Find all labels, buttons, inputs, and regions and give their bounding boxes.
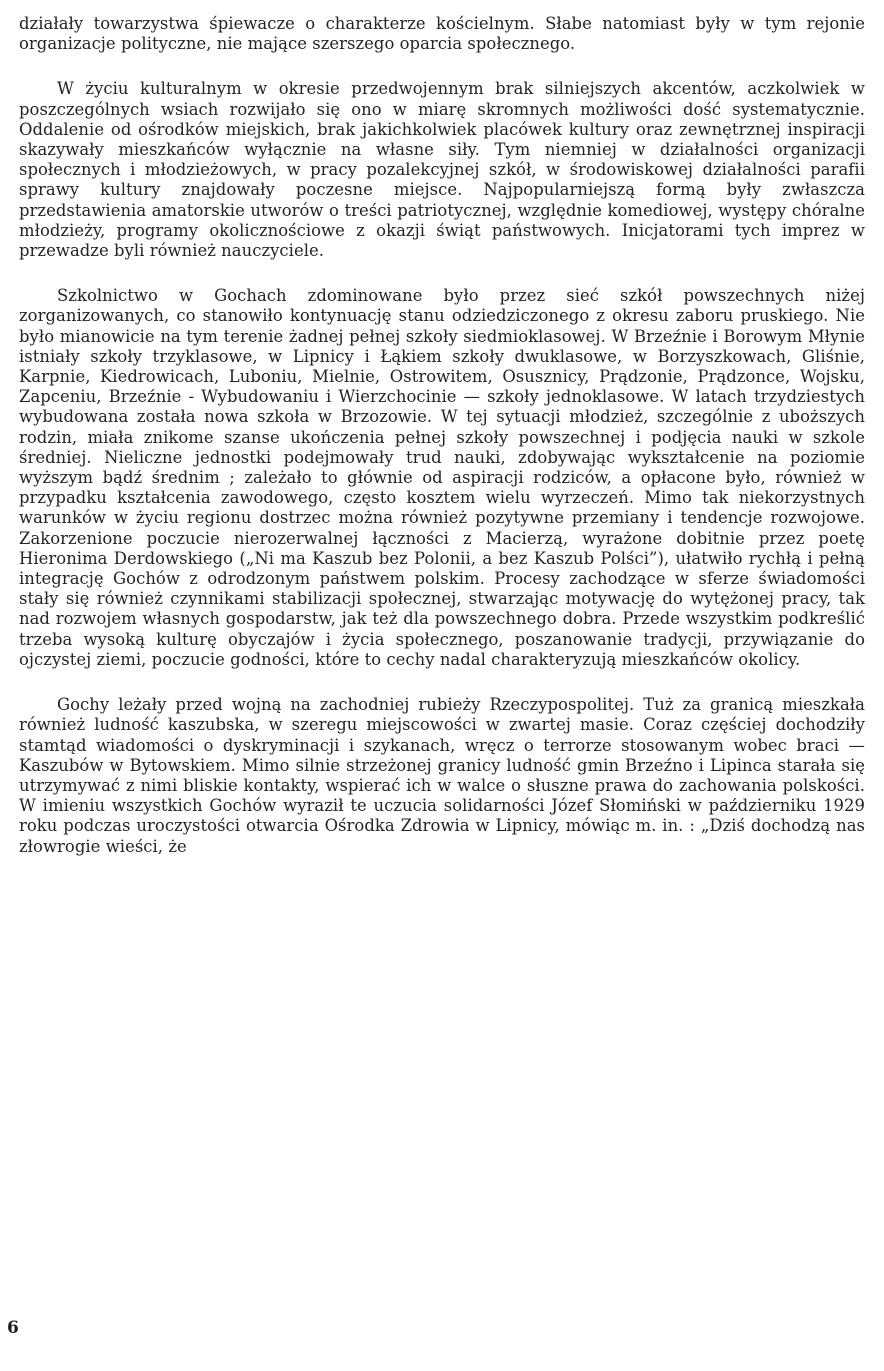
paragraph-education: Szkolnictwo w Gochach zdominowane było przez sieć szkół powszechnych niżej zorganizowanych, co stanowiło kontynuację stanu odziedziczonego z okresu zaboru pruskiego. Nie było mianowicie na tym terenie żadnej pełnej szkoły siedmioklasowej. W Brzeźnie i Borowym Młynie istniały szkoły trzyklasowe, w Lipnicy i Łąkiem szkoły dwuklasowe, w Borzyszkowach, Gliśnie, Karpnie, Kiedrowicach, Luboniu, Mielnie, Ostrowitem, Osusznicy, Prądzonie, Prądzonce, Wojsku, Zapceniu, Brzeźnie - Wybudowaniu i Wierzchocinie — szkoły jednoklasowe. W latach trzydziestych wybudowana została nowa szkoła w Brzozowie. W tej sytuacji młodzież, szczególnie z uboższych rodzin, miała znikome szanse ukończenia pełnej szkoły powszechnej i podjęcia nauki w szkole średniej. Nieliczne jednostki podejmowały trud nauki, zdobywając wykształcenie na poziomie wyższym bądź średnim ; zależało to głównie od aspiracji rodziców, a opłacone było, również w przypadku kształcenia zawodowego, często kosztem wielu wyrzeczeń. Mimo tak niekorzystnych warunków w życiu regionu dostrzec można również pozytywne przemiany i tendencje rozwojowe. Zakorzenione poczucie nierozerwalnej łączności z Macierzą, wyrażone dobitnie przez poetę Hieronima Derdowskiego („Ni ma Kaszub bez Polonii, a bez Kaszub Polści”), ułatwiło rychłą i pełną integrację Gochów z odrodzonym państwem polskim. Procesy zachodzące w sferze świadomości stały się również czynnikami stabilizacji społecznej, stwarzając motywację do wytężonej pracy, tak nad rozwojem własnych gospodarstw, jak też dla powszechnego dobra. Przede wszystkim podkreślić trzeba wysoką kulturę obyczajów i życia społecznego, poszanowanie tradycji, przywiązanie do ojczystej ziemi, poczucie godności, które to cechy nadal charakteryzują mieszkańców okolicy. — [19, 286, 865, 669]
paragraph-continuation: działały towarzystwa śpiewacze o charakterze kościelnym. Słabe natomiast były w tym rejonie organizacje polityczne, nie mające szerszego oparcia społecznego. — [19, 14, 865, 54]
paragraph-border: Gochy leżały przed wojną na zachodniej rubieży Rzeczypospolitej. Tuż za granicą mieszkała również ludność kaszubska, w szeregu miejscowości w zwartej masie. Coraz częściej dochodziły stamtąd wiadomości o dyskryminacji i szykanach, wręcz o terrorze stosowanym wobec braci — Kaszubów w Bytowskiem. Mimo silnie strzeżonej granicy ludność gmin Brzeźno i Lipinca starała się utrzymywać z nimi bliskie kontakty, wspierać ich w walce o słuszne prawa do zachowania polskości. W imieniu wszystkich Gochów wyraził te uczucia solidarności Józef Słomiński w październiku 1929 roku podczas uroczystości otwarcia Ośrodka Zdrowia w Lipnicy, mówiąc m. in. : „Dziś dochodzą nas złowrogie wieści, że — [19, 695, 865, 856]
page-number: 6 — [7, 1318, 19, 1338]
paragraph-cultural-life: W życiu kulturalnym w okresie przedwojennym brak silniejszych akcentów, aczkolwiek w poszczególnych wsiach rozwijało się ono w miarę skromnych możliwości dość systematycznie. Oddalenie od ośrodków miejskich, brak jakichkolwiek placówek kultury oraz zewnętrznej inspiracji skazywały mieszkańców wyłącznie na własne siły. Tym niemniej w działalności organizacji społecznych i młodzieżowych, w pracy pozalekcyjnej szkół, w środowiskowej działalności parafii sprawy kultury znajdowały poczesne miejsce. Najpopularniejszą formą były zwłaszcza przedstawienia amatorskie utworów o treści patriotycznej, względnie komediowej, występy chóralne młodzieży, programy okolicznościowe z okazji świąt państwowych. Inicjatorami tych imprez w przewadze byli również nauczyciele. — [19, 79, 865, 261]
page-text — [19, 14, 865, 857]
